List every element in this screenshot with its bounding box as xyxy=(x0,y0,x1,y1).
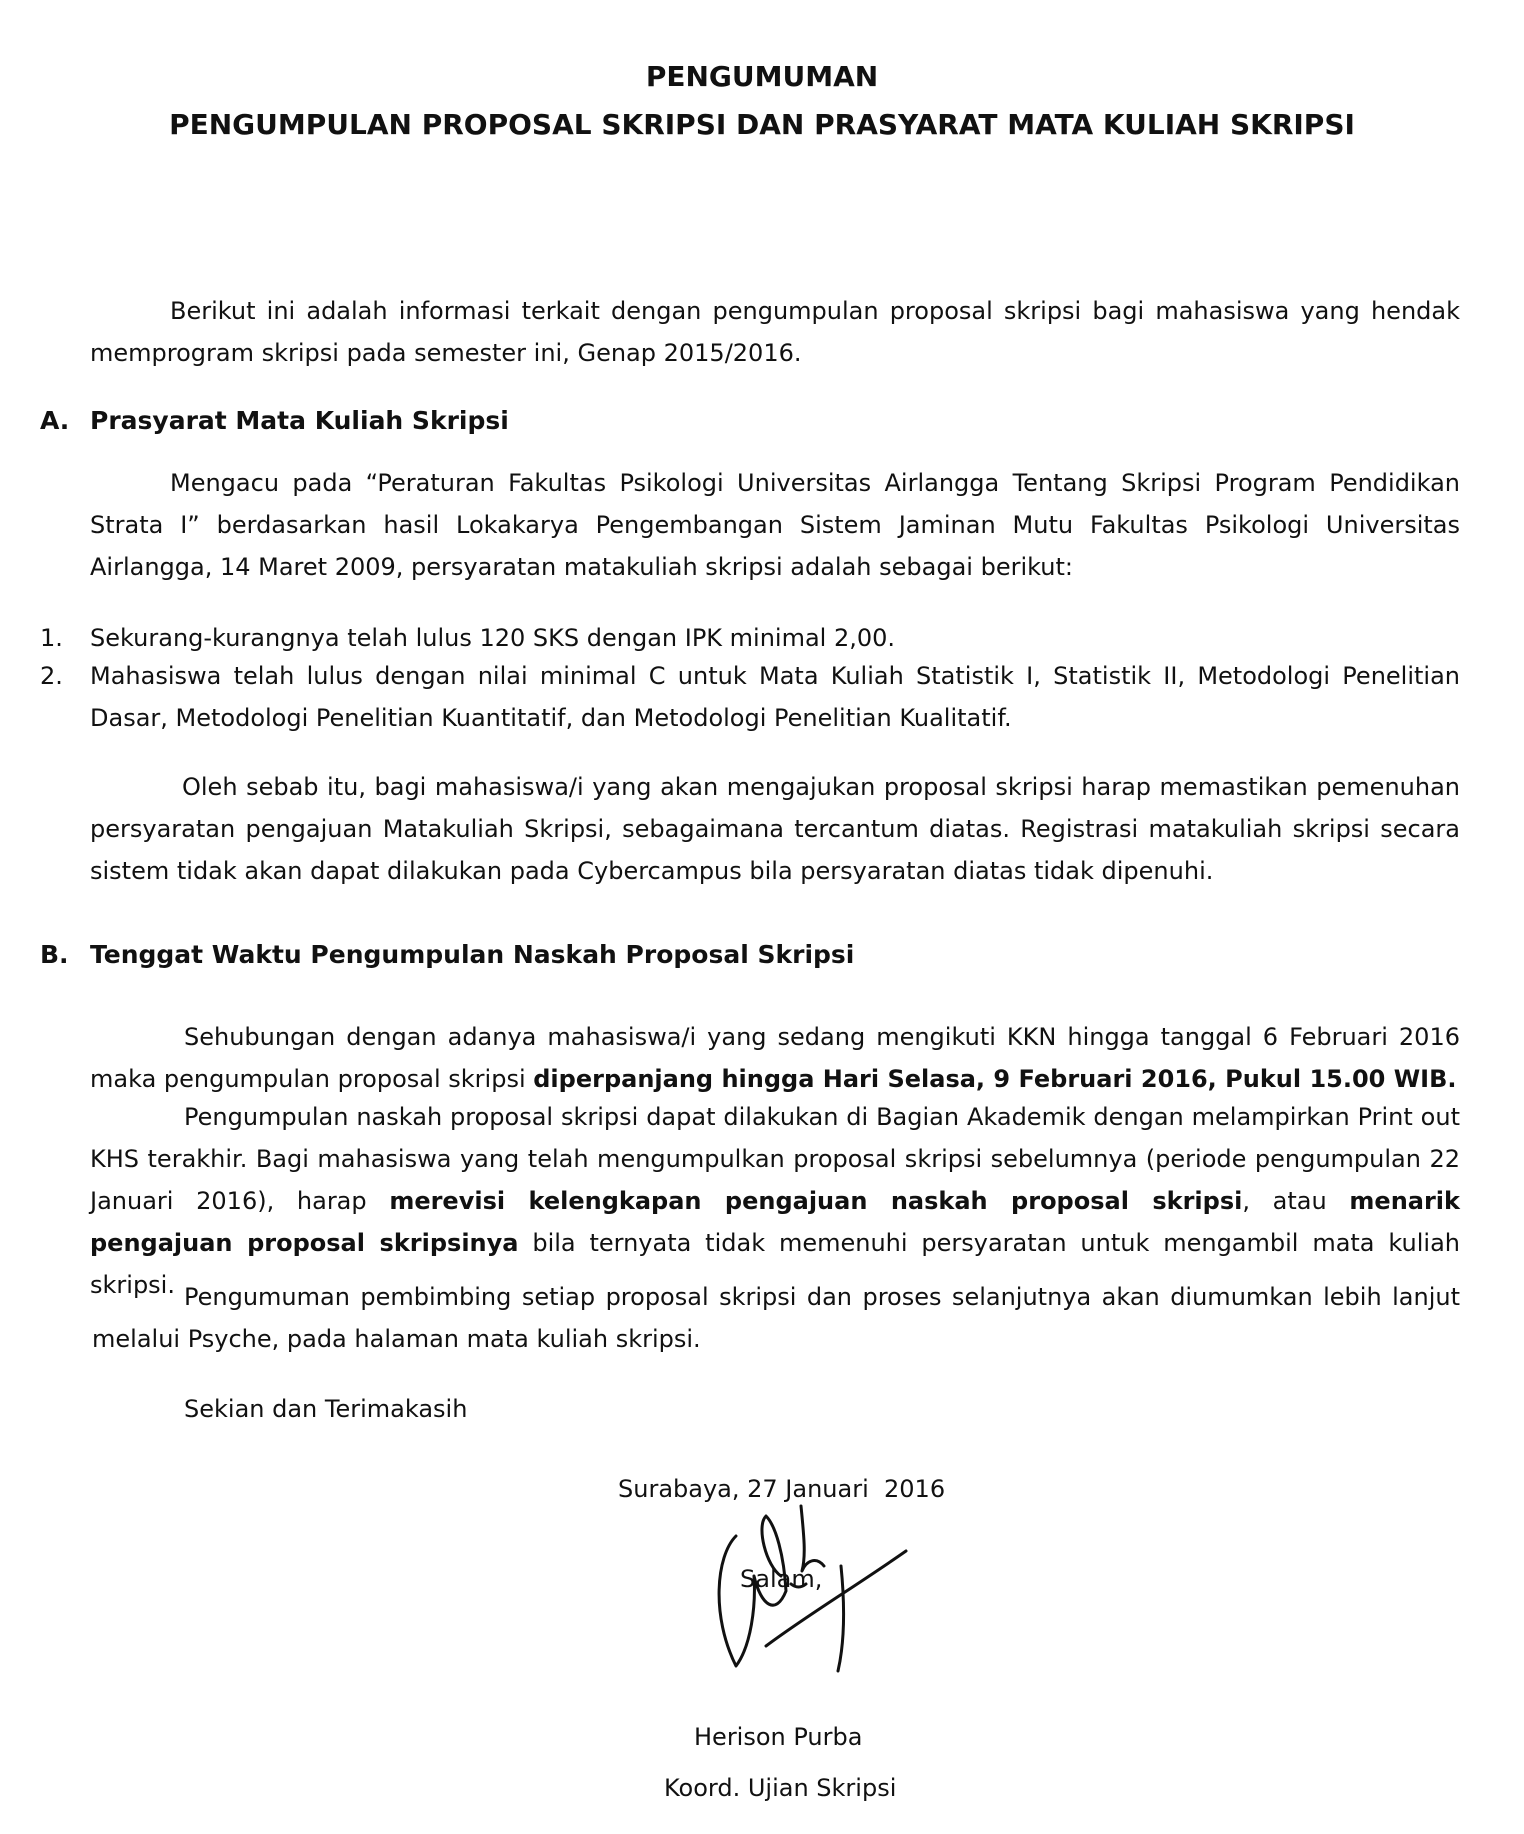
text-run: Pengumpulan naskah proposal skripsi dapat dilakukan di Bagian Akademik dengan melampirkan Print out KHS terakhir. Bagi mahasiswa yang telah mengumpulkan proposal skripsi sebelumnya (periode pengumpulan 22 Januari 2016), harap xyxy=(90,1103,1460,1215)
list-item-number: 1. xyxy=(40,624,63,652)
list-item-number: 2. xyxy=(40,662,63,690)
document-title: PENGUMUMAN xyxy=(645,60,879,93)
section-a-paragraph: Mengacu pada “Peraturan Fakultas Psikologi Universitas Airlangga Tentang Skripsi Program Pendidikan Strata I” berdasarkan hasil Lokakarya Pengembangan Sistem Jaminan Mutu Fakultas Psikologi Universitas Airlangga, 14 Maret 2009, persyaratan matakuliah skripsi adalah sebagai berikut: xyxy=(90,469,1460,581)
list-item xyxy=(40,655,1460,739)
section-a-closing: Oleh sebab itu, bagi mahasiswa/i yang akan mengajukan proposal skripsi harap memastikan pemenuhan persyaratan pengajuan Matakuliah Skripsi, sebagaimana tercantum diatas. Registrasi matakuliah skripsi secara sistem tidak akan dapat dilakukan pada Cybercampus bila persyaratan diatas tidak dipenuhi. xyxy=(90,773,1460,885)
section-a-heading xyxy=(40,406,509,435)
section-b-paragraph-3: Pengumuman pembimbing setiap proposal skripsi dan proses selanjutnya akan diumumkan lebih lanjut melalui Psyche, pada halaman mata kuliah skripsi. xyxy=(92,1283,1460,1353)
greeting: Salam, xyxy=(740,1565,823,1593)
section-a-letter: A. xyxy=(40,406,70,435)
text-run: , atau xyxy=(1242,1187,1350,1215)
document-subtitle: PENGUMPULAN PROPOSAL SKRIPSI DAN PRASYARAT MATA KULIAH SKRIPSI xyxy=(169,108,1355,141)
section-b-paragraph-2 xyxy=(90,1096,1460,1306)
list-item xyxy=(40,617,1460,659)
section-b-title: Tenggat Waktu Pengumpulan Naskah Proposal Skripsi xyxy=(90,940,855,969)
text-run: Sehubungan dengan adanya mahasiswa/i yang sedang mengikuti KKN hingga tanggal 6 Februari 2016 maka pengumpulan proposal skripsi xyxy=(90,1023,1460,1093)
list-item-text: Mahasiswa telah lulus dengan nilai minimal C untuk Mata Kuliah Statistik I, Statistik II, Metodologi Penelitian Dasar, Metodologi Penelitian Kuantitatif, dan Metodologi Penelitian Kualitatif. xyxy=(90,662,1460,732)
withdraw-emphasis: menarik pengajuan proposal skripsinya xyxy=(90,1187,1460,1257)
place-date: Surabaya, 27 Januari 2016 xyxy=(618,1475,946,1503)
signatory-name: Herison Purba xyxy=(694,1723,863,1751)
deadline-emphasis: diperpanjang hingga Hari Selasa, 9 Februari 2016, Pukul 15.00 WIB. xyxy=(533,1065,1457,1093)
section-a-title: Prasyarat Mata Kuliah Skripsi xyxy=(90,406,509,435)
intro-paragraph: Berikut ini adalah informasi terkait dengan pengumpulan proposal skripsi bagi mahasiswa yang hendak memprogram skripsi pada semester ini, Genap 2015/2016. xyxy=(90,297,1460,367)
section-b-letter: B. xyxy=(40,940,69,969)
text-run: bila ternyata tidak memenuhi persyaratan untuk mengambil mata kuliah skripsi. xyxy=(90,1229,1460,1299)
signatory-position: Koord. Ujian Skripsi xyxy=(664,1774,897,1802)
closing-thanks: Sekian dan Terimakasih xyxy=(184,1395,468,1423)
revise-emphasis: merevisi kelengkapan pengajuan naskah proposal skripsi xyxy=(389,1187,1243,1215)
list-item-text: Sekurang-kurangnya telah lulus 120 SKS dengan IPK minimal 2,00. xyxy=(90,624,896,652)
section-b-paragraph-1 xyxy=(90,1016,1460,1100)
section-b-heading xyxy=(40,940,855,969)
signature xyxy=(706,1496,926,1676)
